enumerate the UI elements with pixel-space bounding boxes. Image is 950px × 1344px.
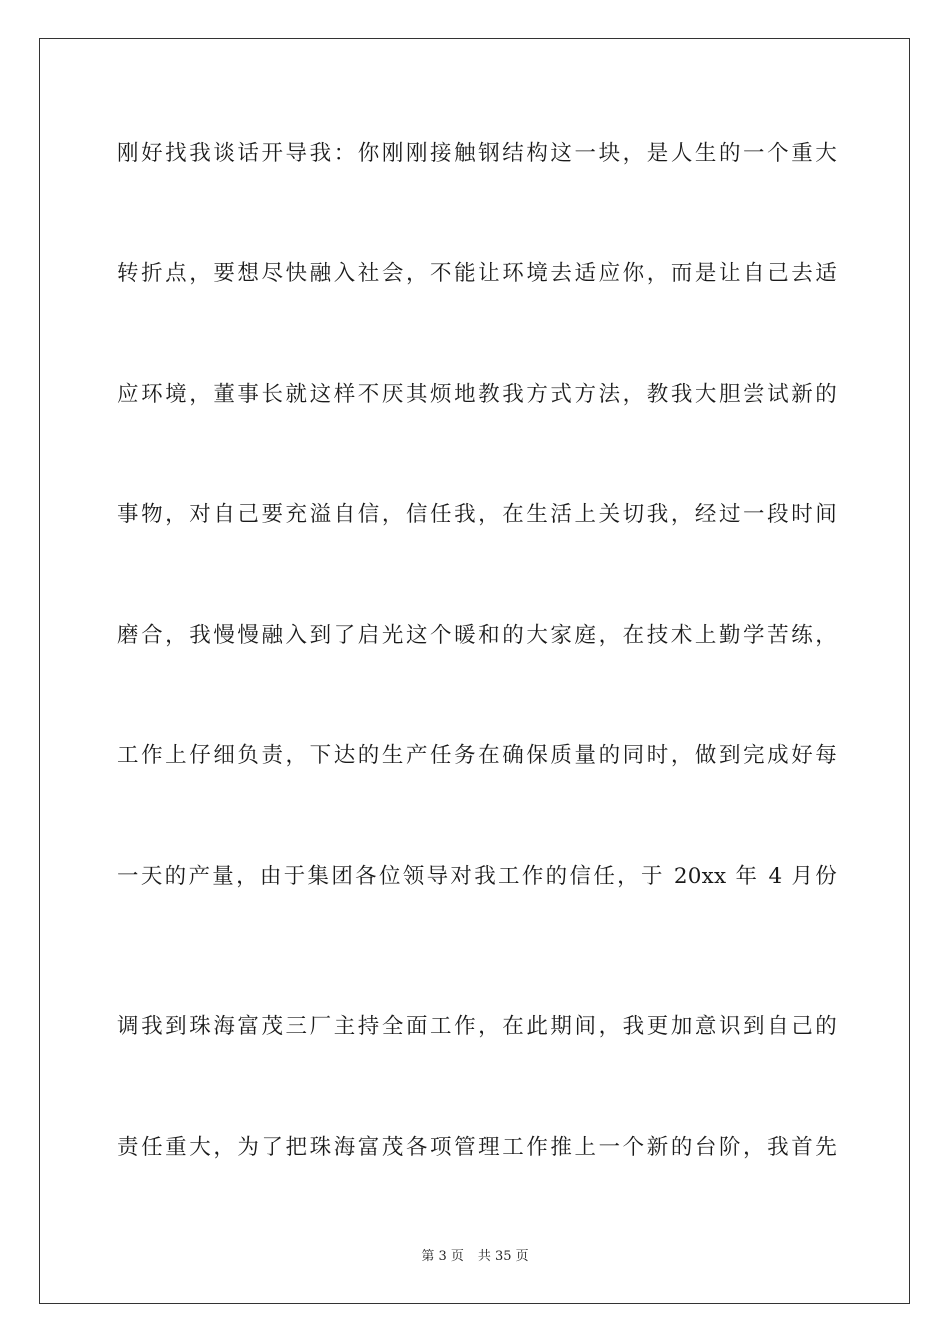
paragraph-line: 调我到珠海富茂三厂主持全面工作，在此期间，我更加意识到自己的: [117, 1014, 837, 1039]
paragraph-line: 责任重大，为了把珠海富茂各项管理工作推上一个新的台阶，我首先: [117, 1135, 837, 1160]
page-footer: [0, 1248, 950, 1266]
paragraph-line: 应环境，董事长就这样不厌其烦地教我方式方法，教我大胆尝试新的: [117, 382, 837, 407]
paragraph-line: 工作上仔细负责，下达的生产任务在确保质量的同时，做到完成好每: [117, 743, 837, 768]
page-border: [39, 38, 910, 1304]
total-pages: 共 35 页: [477, 1249, 529, 1264]
paragraph-line: 转折点，要想尽快融入社会，不能让环境去适应你，而是让自己去适: [117, 261, 837, 286]
paragraph-line: 一天的产量，由于集团各位领导对我工作的信任，于 20xx 年 4 月份: [117, 864, 837, 889]
paragraph-line: 事物，对自己要充溢自信，信任我，在生活上关切我，经过一段时间: [117, 502, 837, 527]
paragraph-line: 磨合，我慢慢融入到了启光这个暖和的大家庭，在技术上勤学苦练，: [117, 623, 837, 648]
page-number: 第 3 页: [421, 1249, 464, 1264]
paragraph-line: 刚好找我谈话开导我：你刚刚接触钢结构这一块，是人生的一个重大: [117, 141, 837, 166]
